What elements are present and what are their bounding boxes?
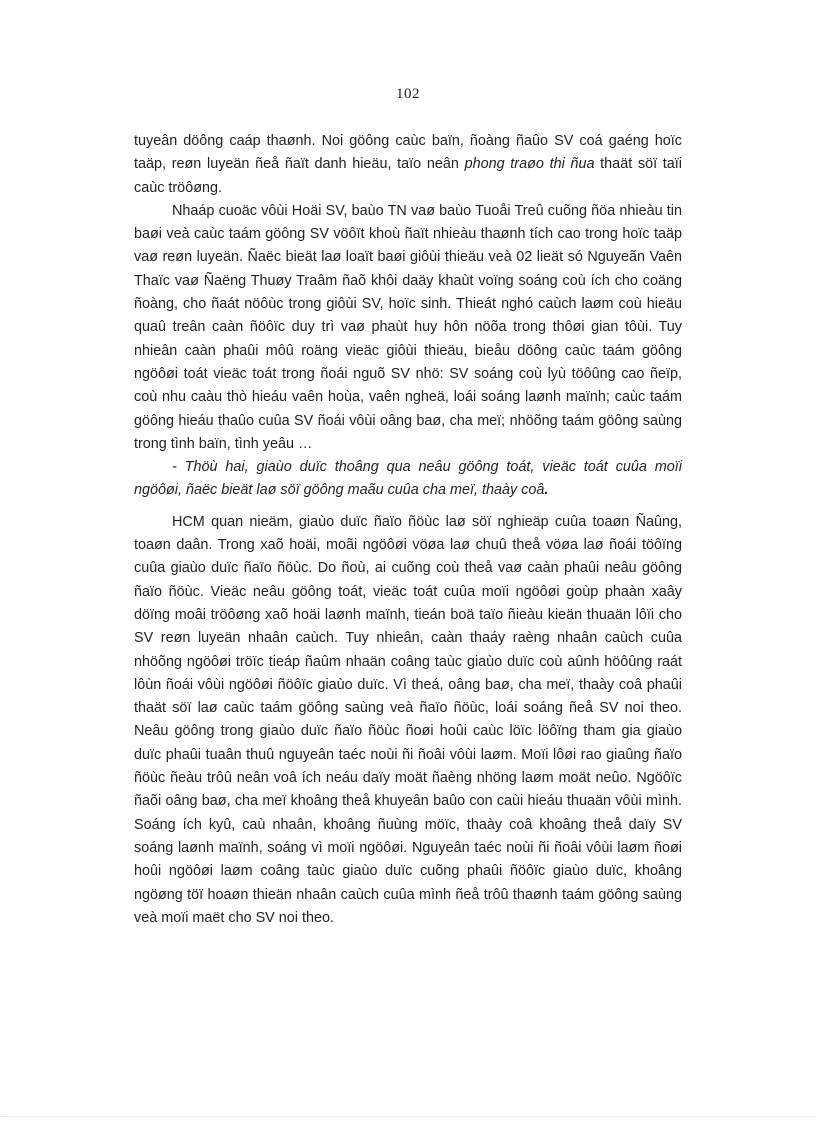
paragraph-1-text-end: thaät söï taïi caùc tröôøng. xyxy=(134,156,682,196)
paragraph-1-text-start: tuyeân döông caáp thaønh. Noi göông caùc baïn, ñoàng ñaûo SV coá gaéng hoïc taäp, reøn luyeän ñeå ñaït danh hieäu, taïo neân xyxy=(134,133,682,173)
paragraph-3-end-mark: . xyxy=(544,482,549,499)
page-bottom-rule xyxy=(0,1116,816,1117)
paragraph-4: HCM quan nieäm, giaùo duïc ñaïo ñöùc laø söï nghieäp cuûa toaøn Ñaûng, toaøn daân. Trong xaõ hoäi, moãi ngöôøi vöøa laø chuû theå vöøa laø ñoái töôïng cuûa giaùo duïc ñaïo ñöùc. Do ñoù, ai cuõng coù theå vaø caàn phaûi neâu göông ñaïo ñöùc. Vieäc neâu göông toát, vieäc toát cuûa moïi ngöôøi goùp phaàn xaây döïng moâi tröôøng xaõ hoäi laønh maïnh, tieán boä taïo ñieàu kieän thuaän lôïi cho SV reøn luyeän nhaân caùch. Tuy nhieân, caàn thaáy raèng nhaân caùch cuûa nhöõng ngöôøi tröïc tieáp ñaûm nhaän coâng taùc giaùo duïc coù aûnh höôûng raát lôùn ñoái vôùi ngöôøi ñöôïc giaùo duïc. Vì theá, oâng baø, cha meï, thaày coâ phaûi thaät söï laø caùc taám göông saùng veà ñaïo ñöùc, loái soáng ñeå SV noi theo. Neâu göông trong giaùo duïc ñaïo ñöùc ñoøi hoûi caùc löïc löôïng tham gia giaùo duïc phaûi tuaân thuû nguyeân taéc noùi ñi ñoâi vôùi laøm. Moïi lôøi rao giaûng ñaïo ñöùc ñeàu trôû neân voâ ích neáu daïy moät ñaèng nhöng laøm moät neûo. Ngöôïc ñaõi oâng baø, cha meï khoâng theå khuyeân baûo con caùi hieáu thuaän vôùi mình. Soáng ích kyû, caù nhaân, khoâng ñuùng möïc, thaày coâ khoâng theå daïy SV soáng laønh maïnh, soáng vì moïi ngöôøi. Nguyeân taéc noùi ñi ñoâi vôùi laøm ñoøi hoûi ngöôøi laøm coâng taùc giaùo duïc cuõng phaûi ñöôïc giaùo duïc, khoâng ngöøng töï hoaøn thieän nhaân caùch cuûa mình ñeå trôû thaønh taám göông saùng veà moïi maët cho SV noi theo. xyxy=(134,513,682,926)
body-text xyxy=(134,130,682,930)
paragraph-3-italic-text: - Thöù hai, giaùo duïc thoâng qua neâu göông toát, vieäc toát cuûa moïi ngöôøi, ñaëc bieät laø söï göông maãu cuûa cha meï, thaày coâ xyxy=(134,459,682,499)
paragraph-3-heading xyxy=(134,456,682,503)
page-number: 102 xyxy=(396,86,420,102)
paragraph-1-emphasis: phong traøo thi ñua xyxy=(464,156,595,173)
paragraph-2: Nhaáp cuoäc vôùi Hoäi SV, baùo TN vaø baùo Tuoåi Treû cuõng ñöa nhieàu tin baøi veà caùc taám göông SV vöôït khoù ñaït nhieàu thaønh tích cao trong hoïc taäp vaø reøn luyeän. Ñaëc bieät laø loaït baøi giôùi thieäu veà 02 lieät só Nguyeãn Vaên Thaïc vaø Ñaëng Thuøy Traâm ñaõ khôi daäy khaùt voïng soáng coù ích cho coäng ñoàng, cho ñaát nöôùc trong giôùi SV, hoïc sinh. Thieát nghó caùch laøm coù hieäu quaû treân caàn ñöôïc duy trì vaø phaùt huy hôn nöõa trong thôøi gian tôùi. Tuy nhieân caàn phaûi môû roäng vieäc giôùi thieäu, bieåu döông caùc taám göông ngöôøi toát vieäc toát trong ñoái nguõ SV nhö: SV soáng coù lyù töôûng cao ñeïp, coù nhu caàu thò hieáu vaên hoùa, vaên ngheä, loái soáng laønh maïnh; caùc taám göông hieáu thaûo cuûa SV ñoái vôùi oâng baø, cha meï; nhöõng taám göông saùng trong tình baïn, tình yeâu … xyxy=(134,202,682,452)
paragraph-1 xyxy=(134,130,682,200)
